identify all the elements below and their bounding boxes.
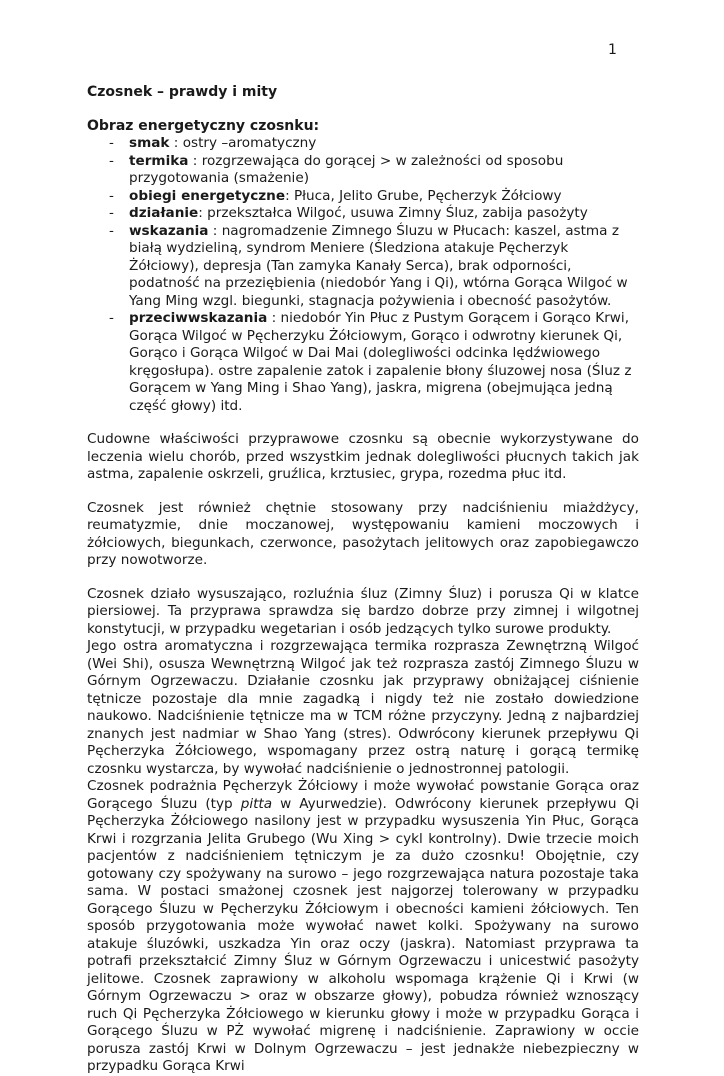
property-term: wskazania — [129, 222, 209, 239]
property-term: termika — [129, 152, 189, 169]
section-title: Obraz energetyczny czosnku: — [87, 117, 320, 134]
property-text: : rozgrzewająca do gorącej > w zależności od sposobu przygotowania (smażenie) — [129, 152, 564, 186]
property-item — [87, 310, 639, 415]
property-text: : przekształca Wilgoć, usuwa Zimny Śluz, zabija pasożyty — [198, 205, 588, 221]
italic-term: pitta — [240, 795, 273, 812]
paragraph: Czosnek jest również chętnie stosowany przy nadciśnieniu miażdżycy, reumatyzmie, dnie moczanowej, występowaniu kamieni moczowych i żółciowych, biegunkach, czerwonce, pasożytach jelitowych oraz zapobiegawczo przy nowotworze. — [87, 499, 639, 568]
document-title: Czosnek – prawdy i mity — [87, 84, 278, 100]
property-text: : niedobór Yin Płuc z Pustym Gorącem i Gorąco Krwi, Gorąca Wilgoć w Pęcherzyku Żółciowym, Gorąco i odwrotny kierunek Qi, Gorąco i Gorąca Wilgoć w Dai Mai (dolegliwości odcinka lędźwiowego kręgosłupa). ostre zapalenie zatok i zapalenie błony śluzowej nosa (Śluz z Gorącem w Yang Ming i Shao Yang), jaskra, migrena (obejmująca jedną część głowy) itd. — [129, 310, 632, 414]
property-item — [87, 188, 639, 206]
property-term: przeciwwskazania — [129, 310, 268, 326]
paragraph-text: w Ayurwedzie). Odwrócony kierunek przepływu Qi Pęcherzyka Żółciowego nasilony jest w przypadku wysuszenia Yin Płuc, Gorąca Krwi i rozgrzania Jelita Grubego (Wu Xing > cykl kontrolny). Dwie trzecie moich pacjentów z nadciśnieniem tętniczym je za dużo czosnku! Obojętnie, czy gotowany czy spożywany na surowo – jego rozgrzewająca natura pozostaje taka sama. W postaci smażonej czosnek jest najgorzej tolerowany w przypadku Gorącego Śluzu w Pęcherzyku Żółciowym i obecności kamieni żółciowych. Ten sposób przygotowania może wywołać nawet kolki. Spożywany na surowo atakuje śluzówki, uszkadza Yin oraz oczy (jaskra). Natomiast przyprawa ta potrafi przekształcić Zimny Śluz w Górnym Ogrzewaczu i unicestwić pasożyty jelitowe. Czosnek zaprawiony w alkoholu wspomaga krążenie Qi i Krwi (w Górnym Ogrzewaczu > oraz w obszarze głowy), pobudza również wznoszący ruch Qi Pęcherzyka Żółciowego w kierunku głowy i może w przypadku Gorąca i Gorącego Śluzu w PŻ wywołać migrenę i nadciśnienie. Zaprawiony w occie porusza zastój Krwi w Dolnym Ogrzewaczu – jest jednakże niebezpieczny w przypadku Gorąca Krwi — [87, 795, 639, 1074]
page-number: 1 — [608, 42, 617, 58]
property-text: : nagromadzenie Zimnego Śluzu w Płucach: kaszel, astma z białą wydzieliną, syndrom Meniere (Śledziona atakuje Pęcherzyk Żółciowy), depresja (Tan zamyka Kanały Serca), brak odporności, podatność na przeziębienia (niedobór Yang i Qi), wtórna Gorąca Wilgoć w Yang Ming wzgl. biegunki, stagnacja pożywienia i obecność pasożytów. — [129, 222, 628, 309]
paragraph — [87, 778, 639, 1076]
property-term: obiegi energetyczne — [129, 187, 286, 204]
property-term: smak — [129, 135, 170, 151]
property-item — [87, 153, 639, 188]
property-term: działanie — [129, 205, 199, 221]
property-text: : Płuca, Jelito Grube, Pęcherzyk Żółciowy — [285, 187, 562, 204]
property-item — [87, 135, 639, 153]
document-body — [87, 84, 639, 1076]
paragraph-text: Czosnek podrażnia Pęcherzyk Żółciowy i może wywołać powstanie Gorąca oraz Gorącego Śluzu (typ — [87, 778, 639, 812]
property-item — [87, 223, 639, 311]
properties-list — [87, 135, 639, 415]
property-text: : ostry –aromatyczny — [169, 135, 317, 151]
paragraph: Jego ostra aromatyczna i rozgrzewająca termika rozprasza Zewnętrzną Wilgoć (Wei Shi), osusza Wewnętrzną Wilgoć jak też rozprasza zastój Zimnego Śluzu w Górnym Ogrzewaczu. Działanie czosnku jak przyprawy obniżającej ciśnienie tętnicze pozostaje dla mnie zagadką i nigdy też nie zostało dowiedzione naukowo. Nadciśnienie tętnicze ma w TCM różne przyczyny. Jedną z najbardziej znanych jest nadmiar w Shao Yang (stres). Odwrócony kierunek przepływu Qi Pęcherzyka Żółciowego, wspomagany przez ostrą naturę i gorącą termikę czosnku wystarcza, by wywołać nadciśnienie o jednostronnej patologii. — [87, 638, 639, 777]
paragraph: Czosnek działo wysuszająco, rozluźnia śluz (Zimny Śluz) i porusza Qi w klatce piersiowej. Ta przyprawa sprawdza się bardzo dobrze przy zimnej i wilgotnej konstytucji, w przypadku wegetarian i osób jedzących tylko surowe produkty. — [87, 585, 639, 637]
paragraph: Cudowne właściwości przyprawowe czosnku są obecnie wykorzystywane do leczenia wielu chorób, przed wszystkim jednak dolegliwości płucnych takich jak astma, zapalenie oskrzeli, gruźlica, krztusiec, grypa, rozedma płuc itd. — [87, 431, 639, 482]
property-item — [87, 205, 639, 223]
